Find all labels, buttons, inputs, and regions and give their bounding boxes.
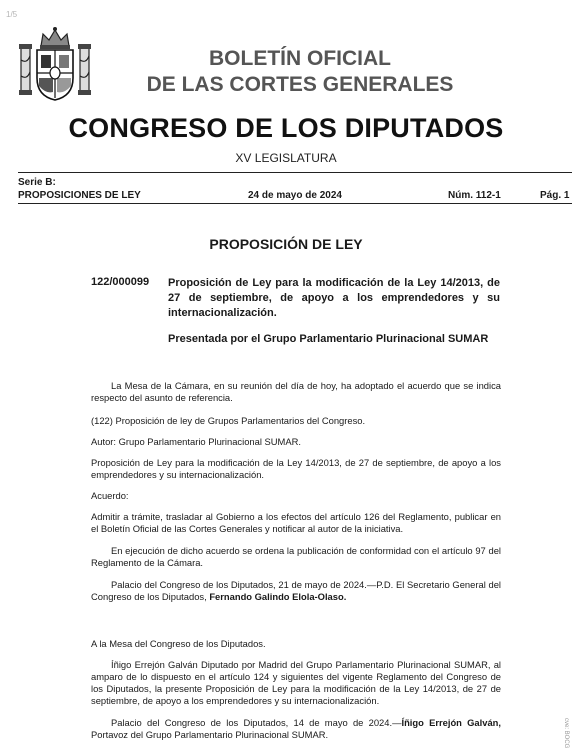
legislature-label: XV LEGISLATURA	[235, 151, 337, 165]
paragraph-agreement-intro: La Mesa de la Cámara, en su reunión del día de hoy, ha adoptado el acuerdo que se indica respecto del asunto de referencia.	[91, 380, 501, 403]
signer-2-role: Portavoz del Grupo Parlamentario Plurinacional SUMAR.	[91, 729, 329, 740]
reference-number: 122/000099	[91, 276, 150, 288]
series-label: Serie B:	[18, 177, 56, 188]
bulletin-title-line2: DE LAS CORTES GENERALES	[146, 73, 454, 96]
paragraph-agreement-label: Acuerdo:	[91, 490, 129, 501]
paragraph-publication-order: En ejecución de dicho acuerdo se ordena la publicación de conformidad con el artículo 97 del Reglamento de la Cámara.	[91, 545, 501, 568]
series-info	[18, 176, 141, 202]
bulletin-title	[130, 46, 470, 98]
bulletin-title-line1: BOLETÍN OFICIAL	[209, 47, 391, 70]
paragraph-addressee: A la Mesa del Congreso de los Diputados.	[91, 638, 266, 649]
coat-of-arms-icon	[17, 26, 93, 104]
header-rule-bottom	[18, 203, 572, 204]
signer-2: Íñigo Errejón Galván,	[401, 717, 502, 728]
paragraph-proposal-statement: Íñigo Errejón Galván Diputado por Madrid del Grupo Parlamentario Plurinacional SUMAR, al amparo de lo dispuesto en el artículo 124 y siguientes del vigente Reglamento del Congreso de los Diputados, la presente Proposición de Ley para la modificación de la Ley 14/2013, de 27 de septiembre, de apoyo a los emprendedores y su internacionalización.	[91, 659, 501, 706]
page-counter: 1/5	[6, 10, 18, 19]
page-label: Pág. 1	[540, 190, 570, 201]
bulletin-header	[0, 22, 572, 102]
paragraph-signature-2	[91, 717, 501, 741]
paragraph-category: (122) Proposición de ley de Grupos Parlamentarios del Congreso.	[91, 415, 366, 426]
chamber-title: CONGRESO DE LOS DIPUTADOS	[68, 113, 504, 143]
publication-date: 24 de mayo de 2024	[248, 190, 342, 201]
document-title: PROPOSICIÓN DE LEY	[209, 236, 363, 252]
paragraph-author: Autor: Grupo Parlamentario Plurinacional SUMAR.	[91, 436, 301, 447]
header-rule-top	[18, 172, 572, 173]
issue-number: Núm. 112-1	[448, 190, 501, 201]
document-subject: Proposición de Ley para la modificación de la Ley 14/2013, de 27 de septiembre, de apoyo a los emprendedores y su internacionalización.	[168, 277, 500, 319]
signature-2-text: Palacio del Congreso de los Diputados, 14 de mayo de 2024.—	[111, 717, 402, 728]
paragraph-agreement: Admitir a trámite, trasladar al Gobierno a los efectos del artículo 126 del Reglamento, publicar en el Boletín Oficial de las Cortes Generales y notificar al autor de la iniciativa.	[91, 511, 501, 534]
series-name: PROPOSICIONES DE LEY	[18, 190, 141, 201]
paragraph-signature-1	[91, 579, 501, 603]
presented-by: Presentada por el Grupo Parlamentario Plurinacional SUMAR	[168, 333, 489, 345]
paragraph-subject: Proposición de Ley para la modificación de la Ley 14/2013, de 27 de septiembre, de apoyo a los emprendedores y su internacionalización.	[91, 457, 501, 480]
side-verification-code: cve: BOCG	[563, 718, 569, 749]
signer-1: Fernando Galindo Elola-Olaso.	[209, 591, 347, 602]
signature-1-text: Palacio del Congreso de los Diputados, 21 de mayo de 2024.—P.D. El Secretario General del Congreso de los Diputados,	[91, 579, 501, 602]
